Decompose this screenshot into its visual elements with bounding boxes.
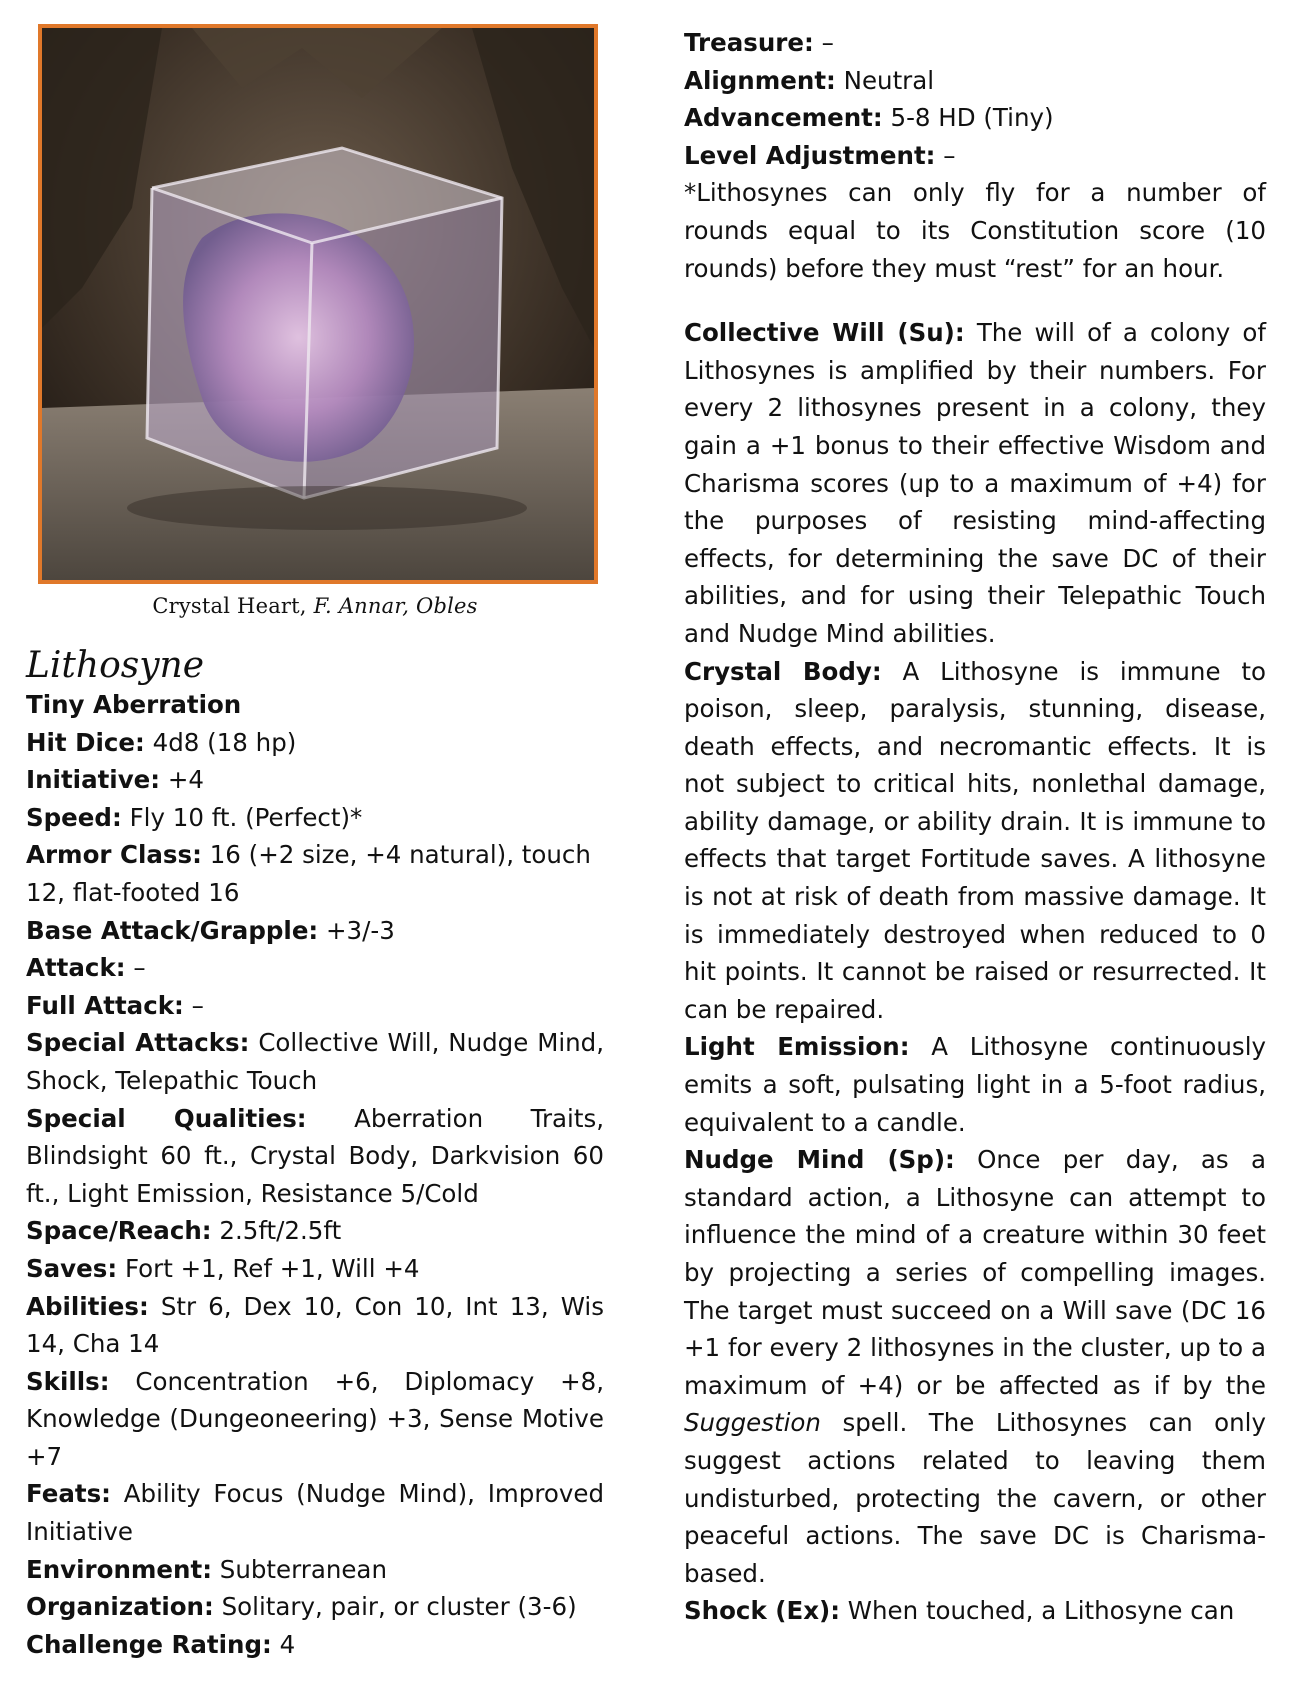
stat-abilities — [26, 1288, 604, 1363]
caption-credit: F. Annar, Obles — [313, 594, 478, 618]
stat-advancement — [684, 99, 1266, 137]
stat-level-adjustment — [684, 137, 1266, 175]
stat-value: 5-8 HD (Tiny) — [890, 103, 1054, 133]
stat-value: 4d8 (18 hp) — [152, 727, 297, 757]
left-column — [26, 24, 604, 1663]
ability-nudge-mind — [684, 1141, 1266, 1592]
stat-label: Treasure: — [684, 28, 814, 57]
stat-label: Armor Class: — [26, 840, 202, 870]
stat-label: Special Qualities: — [26, 1103, 307, 1133]
stat-value: Str 6, Dex 10, Con 10, Int 13, Wis 14, Cha 14 — [26, 1291, 604, 1359]
stat-label: Abilities: — [26, 1291, 149, 1321]
stat-attack — [26, 949, 604, 987]
stat-value: Subterranean — [219, 1554, 387, 1584]
ability-label: Nudge Mind (Sp): — [684, 1145, 955, 1175]
stat-value: +4 — [167, 765, 205, 795]
ability-light-emission — [684, 1028, 1266, 1141]
stat-value: – — [821, 28, 834, 57]
stat-saves — [26, 1250, 604, 1288]
ability-label: Light Emission: — [684, 1032, 910, 1062]
right-column — [684, 24, 1266, 1630]
figure-caption — [26, 594, 604, 618]
ability-text: When touched, a Lithosyne can — [847, 1596, 1235, 1626]
stat-block — [26, 686, 604, 1663]
ability-crystal-body — [684, 653, 1266, 1029]
stat-skills — [26, 1363, 604, 1476]
ability-collective-will — [684, 314, 1266, 652]
spell-name: Suggestion — [684, 1408, 821, 1438]
stat-label: Feats: — [26, 1479, 111, 1509]
stat-value: Fly 10 ft. (Perfect)* — [129, 802, 363, 832]
stat-label: Alignment: — [684, 65, 836, 95]
stat-environment — [26, 1551, 604, 1589]
stat-value: 2.5ft/2.5ft — [219, 1216, 342, 1246]
ability-text: Once per day, as a standard action, a Lithosyne can attempt to influence the mind of a creature within 30 feet by projecting a series of compelling images. The target must succeed on a Will save (DC 16 +1 for every 2 lithosynes in the cluster, up to a maximum of +4) or be affected as if by the — [684, 1145, 1266, 1400]
ability-text: The will of a colony of Lithosynes is amplified by their numbers. For every 2 lithosynes present in a colony, they gain a +1 bonus to their effective Wisdom and Charisma scores (up to a maximum of +4) for the purposes of resisting mind-affecting effects, for determining the save DC of their abilities, and for using their Telepathic Touch and Nudge Mind abilities. — [684, 318, 1266, 648]
stat-value: Concentration +6, Diplomacy +8, Knowledge (Dungeoneering) +3, Sense Motive +7 — [26, 1366, 604, 1471]
crystal-cube-image — [42, 28, 594, 580]
stat-special-attacks — [26, 1024, 604, 1099]
stat-label: Base Attack/Grapple: — [26, 915, 319, 945]
stat-value: – — [133, 953, 146, 983]
ability-shock — [684, 1592, 1266, 1630]
stat-initiative — [26, 761, 604, 799]
stat-organization — [26, 1588, 604, 1626]
stat-label: Organization: — [26, 1592, 214, 1622]
stat-label: Hit Dice: — [26, 727, 145, 757]
stat-label: Space/Reach: — [26, 1216, 212, 1246]
stat-value: – — [191, 990, 204, 1020]
stat-value: Neutral — [843, 65, 935, 95]
stat-hit-dice — [26, 724, 604, 762]
stat-value: Ability Focus (Nudge Mind), Improved Initiative — [26, 1479, 604, 1547]
flight-note: *Lithosynes can only fly for a number of rounds equal to its Constitution score (10 rounds) before they must “rest” for an hour. — [684, 178, 1266, 283]
stat-value: Fort +1, Ref +1, Will +4 — [124, 1253, 420, 1283]
stat-value: Aberration Traits, Blindsight 60 ft., Crystal Body, Darkvision 60 ft., Light Emission, Resistance 5/Cold — [26, 1103, 604, 1208]
stat-full-attack — [26, 987, 604, 1025]
stat-label: Level Adjustment: — [684, 140, 936, 170]
stat-treasure — [684, 24, 1266, 62]
stat-challenge-rating — [26, 1626, 604, 1664]
stat-label: Speed: — [26, 802, 122, 832]
ability-text: A Lithosyne is immune to poison, sleep, paralysis, stunning, disease, death effects, and necromantic effects. It is not subject to critical hits, nonlethal damage, ability damage, or ability drain. It is immune to effects that target Fortitude saves. A lithosyne is not at risk of death from massive damage. It is immediately destroyed when reduced to 0 hit points. It cannot be raised or resurrected. It can be repaired. — [684, 656, 1266, 1024]
type-line: Tiny Aberration — [26, 690, 242, 719]
ability-text: A Lithosyne continuously emits a soft, pulsating light in a 5-foot radius, equivalent to a candle. — [684, 1032, 1266, 1137]
stat-label: Full Attack: — [26, 990, 184, 1020]
stat-value: 16 (+2 size, +4 natural), touch 12, flat-footed 16 — [26, 840, 591, 907]
stat-speed — [26, 799, 604, 837]
stat-value: – — [943, 140, 956, 170]
stat-value: 4 — [279, 1629, 296, 1659]
stat-label: Special Attacks: — [26, 1028, 250, 1058]
caption-title: Crystal Heart, — [152, 594, 307, 618]
stat-label: Challenge Rating: — [26, 1629, 272, 1659]
ability-label: Shock (Ex): — [684, 1596, 840, 1626]
monster-name: Lithosyne — [26, 645, 205, 686]
stat-value: +3/-3 — [326, 915, 395, 945]
ability-text-continued: spell. The Lithosynes can only suggest actions related to leaving them undisturbed, protecting the cavern, or other peaceful actions. The save DC is Charisma-based. — [684, 1408, 1266, 1588]
stat-armor-class — [26, 836, 604, 911]
stat-label: Advancement: — [684, 103, 883, 133]
stat-base-attack — [26, 912, 604, 950]
stat-label: Attack: — [26, 953, 126, 983]
ability-label: Crystal Body: — [684, 656, 882, 686]
ability-label: Collective Will (Su): — [684, 318, 965, 348]
stat-space-reach — [26, 1212, 604, 1250]
section-gap — [684, 287, 1266, 314]
creature-illustration — [38, 24, 598, 584]
stat-label: Initiative: — [26, 765, 161, 795]
stat-value: Collective Will, Nudge Mind, Shock, Telepathic Touch — [26, 1028, 605, 1095]
stat-feats — [26, 1475, 604, 1550]
stat-label: Skills: — [26, 1366, 110, 1396]
stat-alignment — [684, 62, 1266, 100]
stat-value: Solitary, pair, or cluster (3-6) — [221, 1592, 577, 1622]
stat-special-qualities — [26, 1100, 604, 1213]
stat-label: Saves: — [26, 1253, 118, 1283]
stat-label: Environment: — [26, 1554, 212, 1584]
